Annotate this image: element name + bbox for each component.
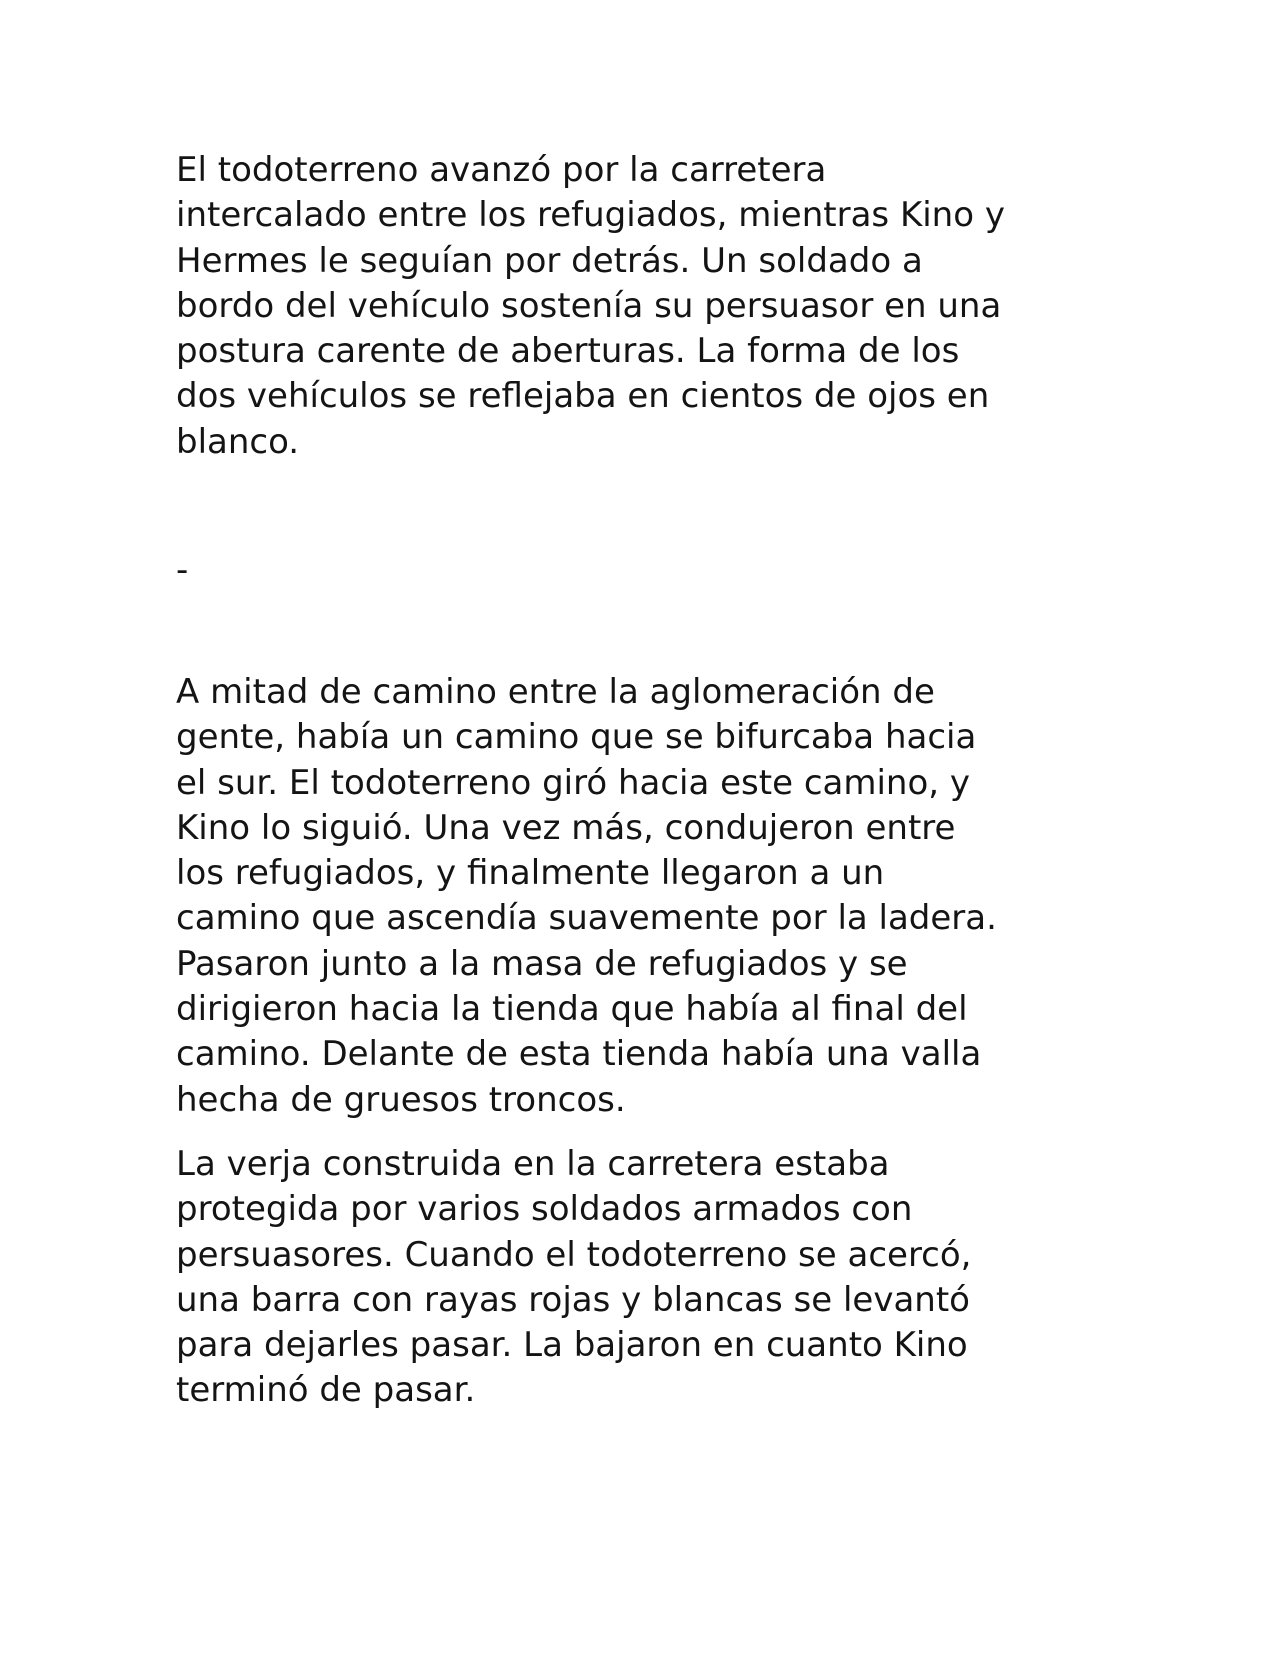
section-separator: - [176, 550, 189, 590]
paragraph-2: A mitad de camino entre la aglomeración de gente, había un camino que se bifurcaba hacia el sur. El todoterreno giró hacia este camino, y Kino lo siguió. Una vez más, condujeron entre los refugiados, y finalmente llegaron a un camino que ascendía suavemente por la ladera. Pasaron junto a la masa de refugiados y se dirigieron hacia la tienda que había al final del camino. Delante de esta tienda había una valla hecha de gruesos troncos. [176, 672, 997, 1120]
paragraph-1: El todoterreno avanzó por la carretera intercalado entre los refugiados, mientras Kino y Hermes le seguían por detrás. Un soldado a bordo del vehículo sostenía su persuasor en una postura carente de aberturas. La forma de los dos vehículos se reflejaba en cientos de ojos en blanco. [176, 150, 1005, 462]
paragraph-3: La verja construida en la carretera estaba protegida por varios soldados armados con persuasores. Cuando el todoterreno se acercó, una barra con rayas rojas y blancas se levantó para dejarles pasar. La bajaron en cuanto Kino terminó de pasar. [176, 1144, 972, 1411]
